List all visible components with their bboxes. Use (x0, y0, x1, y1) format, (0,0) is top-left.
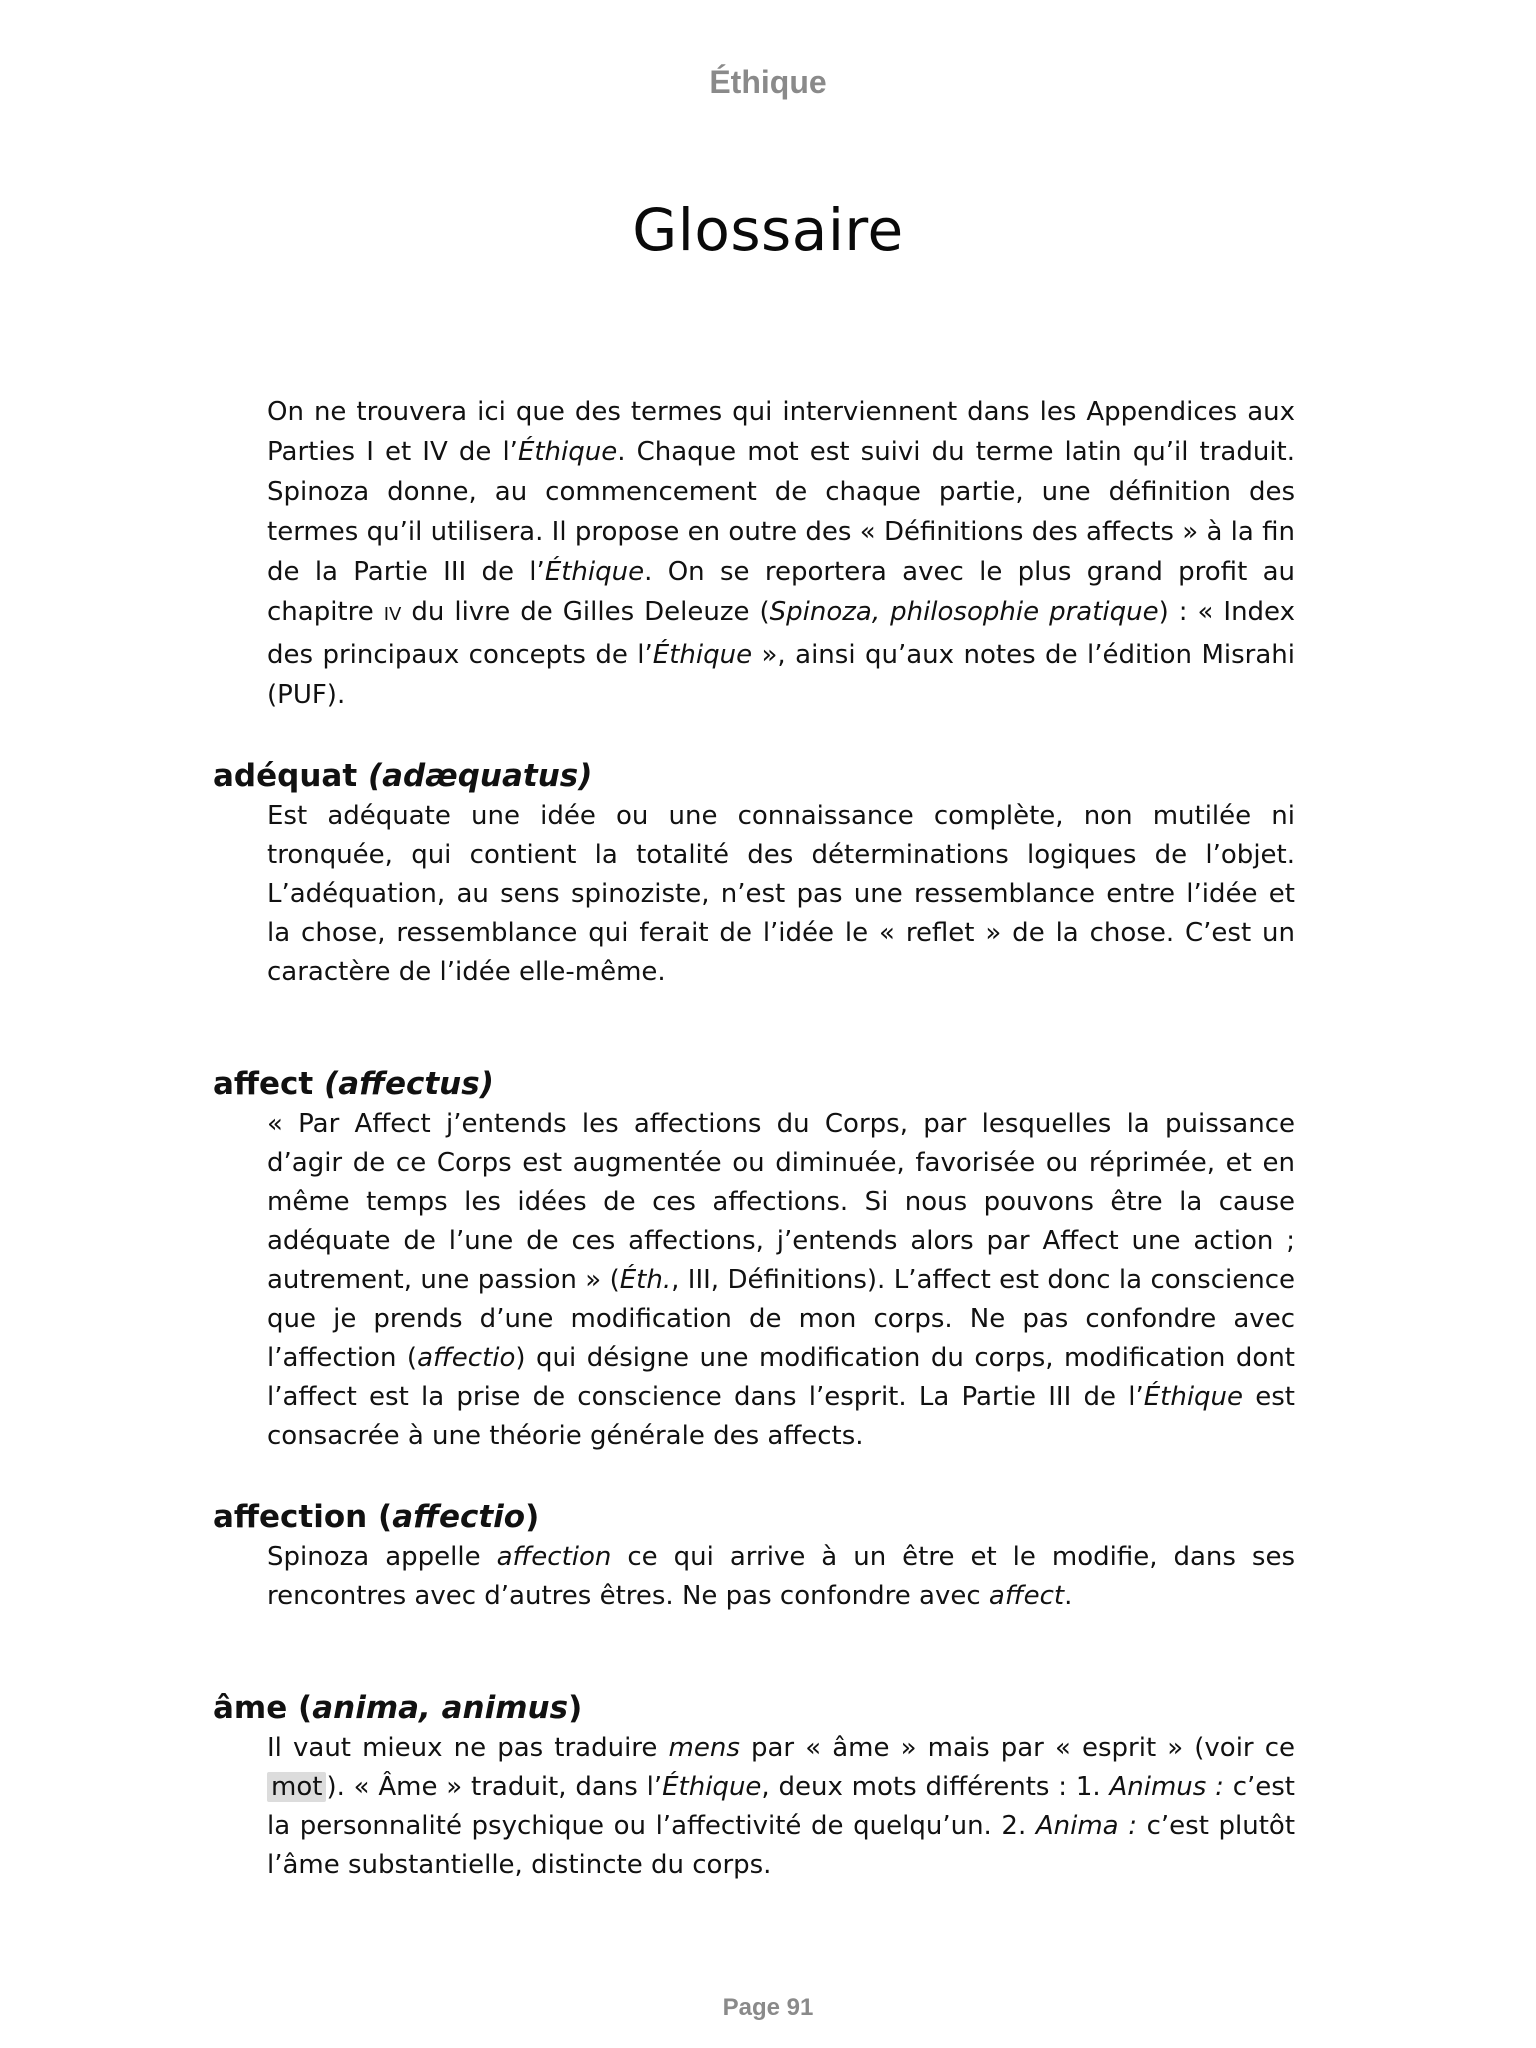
entry-term: affection (affectio) (213, 1499, 540, 1535)
page-number: Page 91 (722, 1994, 814, 2021)
entry-definition: « Par Affect j’entends les affections du Corps, par lesquelles la puissance d’agir de ce Corps est augmentée ou diminuée, favorisée ou réprimée, et en même temps les idées de ces affections. Si nous pouvons être la cause adéquate de l’une de ces affections, j’entends alors par Affect une action ; autrement, une passion » (Éth., III, Définitions). L’affect est donc la conscience que je prends d’une modification de mon corps. Ne pas confondre avec l’affection (affectio) qui désigne une modification du corps, modification dont l’affect est la prise de conscience dans l’esprit. La Partie III de l’Éthique est consacrée à une théorie générale des affects. (267, 1109, 1295, 1451)
entry-term: âme (anima, animus) (213, 1690, 583, 1726)
entry-definition: Il vaut mieux ne pas traduire mens par « âme » mais par « esprit » (voir ce mot ). « Âme » traduit, dans l’Éthique, deux mots différents : 1. Animus : c’est la personnalité psychique ou l’affectivité de quelqu’un. 2. Anima : c’est plutôt l’âme substantielle, distincte du corps. (267, 1733, 1296, 1880)
entry-definition: Est adéquate une idée ou une connaissance complète, non mutilée ni tronquée, qui contient la totalité des déterminations logiques de l’objet. L’adéquation, au sens spinoziste, n’est pas une ressemblance entre l’idée et la chose, ressemblance qui ferait de l’idée le « reflet » de la chose. C’est un caractère de l’idée elle-même. (267, 801, 1295, 987)
glossary-entry-affect (213, 1063, 1295, 1456)
entry-term: adéquat (adæquatus) (213, 758, 593, 794)
intro-paragraph: On ne trouvera ici que des termes qui interviennent dans les Appendices aux Parties I et IV de l’Éthique. Chaque mot est suivi du terme latin qu’il traduit. Spinoza donne, au commencement de chaque partie, une définition des termes qu’il utilisera. Il propose en outre des « Définitions des affects » à la fin de la Partie III de l’Éthique. On se reportera avec le plus grand profit au chapitre IV du livre de Gilles Deleuze (Spinoza, philosophie pratique) : « Index des principaux concepts de l’Éthique », ainsi qu’aux notes de l’édition Misrahi (PUF). (267, 397, 1296, 710)
entry-definition: Spinoza appelle affection ce qui arrive à un être et le modifie, dans ses rencontres avec d’autres êtres. Ne pas confondre avec affect. (267, 1542, 1296, 1611)
entry-term: affect (affectus) (213, 1066, 494, 1102)
glossary-entry-affection (213, 1496, 1295, 1616)
highlighted-word[interactable]: mot (267, 1772, 326, 1802)
glossary-entry-ame (213, 1687, 1295, 1885)
running-header-title: Éthique (709, 64, 827, 100)
chapter-title: Glossaire (632, 196, 904, 264)
glossary-entry-adequat (213, 755, 1295, 992)
